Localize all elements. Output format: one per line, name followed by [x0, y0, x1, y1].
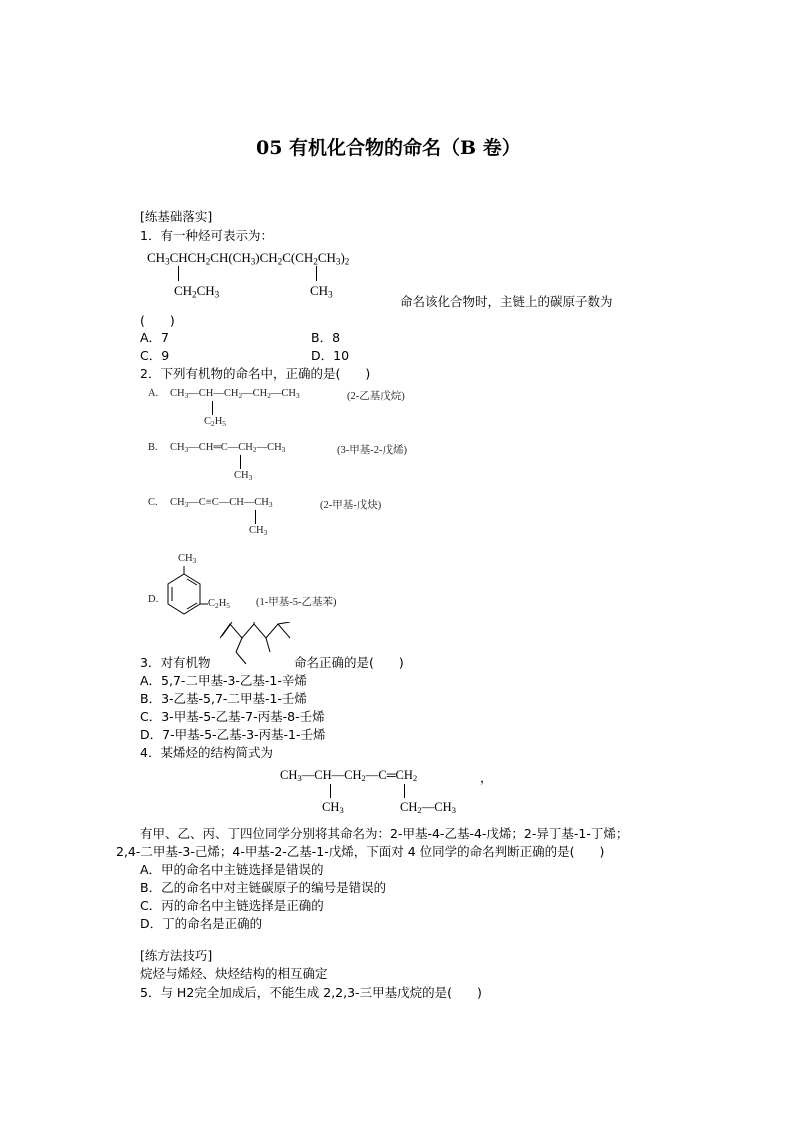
q4-option-b[interactable]: B．乙的命名中对主链碳原子的编号是错误的 — [140, 880, 387, 895]
q2c-formula: $CH_3—C\equiv C—CH—CH_3$ — [170, 497, 273, 509]
q4-comma: ， — [480, 771, 493, 785]
q1-branch-methyl: $CH_3$ — [310, 283, 333, 300]
q3-skeletal-structure — [218, 622, 294, 668]
q1-option-a[interactable]: A．7 — [140, 330, 170, 345]
q1-option-d[interactable]: D．10 — [311, 348, 350, 363]
q4-bond-left — [330, 784, 331, 798]
q2-stem: 2．下列有机物的命名中，正确的是( ) — [140, 366, 371, 381]
q2a-bond — [212, 401, 213, 415]
q2b-formula: $CH_3—CH═C—CH_2—CH_3$ — [170, 442, 286, 454]
q2a-formula: $CH_3—CH—CH_2—CH_2—CH_3$ — [170, 388, 300, 400]
q4-option-a[interactable]: A．甲的命名中主链选择是错误的 — [140, 862, 324, 877]
q1-branch-ethyl: $CH_2CH_3$ — [174, 283, 220, 300]
q1-option-b[interactable]: B．8 — [311, 330, 341, 345]
q3-stem-left: 3．对有机物 — [140, 655, 211, 670]
q2b-name: (3-甲基-2-戊烯) — [337, 445, 407, 456]
q2d-label: D. — [148, 594, 159, 605]
q1-structural-formula: $CH_3CHCH_2CH(CH_3)CH_2C(CH_2CH_3)_2$ — [147, 250, 350, 267]
q4-branch-methyl: $CH_3$ — [322, 800, 344, 816]
section-subheading: 烷烃与烯烃、炔烃结构的相互确定 — [140, 966, 328, 981]
q2a-name: (2-乙基戊烷) — [347, 391, 405, 402]
q2d-name: (1-甲基-5-乙基苯) — [256, 597, 337, 608]
q2c-label: C. — [148, 497, 158, 508]
q4-option-c[interactable]: C．丙的命名中主链选择是正确的 — [140, 898, 324, 913]
q4-bond-right — [404, 784, 405, 798]
q4-branch-ethyl: $CH_2—CH_3$ — [400, 800, 456, 816]
q2a-label: A. — [148, 388, 159, 399]
q2c-name: (2-甲基-戊炔) — [320, 500, 382, 511]
q3-stem-right: 命名正确的是( ) — [294, 655, 404, 670]
q1-bond-right — [316, 266, 317, 281]
q2c-branch: $CH_3$ — [249, 525, 268, 537]
q2b-branch: $CH_3$ — [234, 470, 253, 482]
q2d-substituent-top: $CH_3$ — [178, 553, 197, 565]
section-heading-methods: [练方法技巧] — [140, 948, 213, 963]
q2b-label: B. — [148, 442, 158, 453]
q1-stem: 1．有一种烃可表示为： — [140, 228, 273, 243]
q4-para1: 有甲、乙、丙、丁四位同学分别将其命名为：2-甲基-4-乙基-4-戊烯；2-异丁基-1-丁烯； — [140, 826, 629, 841]
q2a-branch: $C_2H_5$ — [204, 416, 226, 428]
q1-bond-left — [178, 266, 179, 281]
q2b-bond — [240, 455, 241, 469]
q2d-substituent-side: $C_2H_5$ — [208, 598, 230, 610]
q4-option-d[interactable]: D．丁的命名是正确的 — [140, 916, 263, 931]
q3-option-d[interactable]: D．7-甲基-5-乙基-3-丙基-1-壬烯 — [140, 727, 326, 742]
q2c-bond — [255, 510, 256, 524]
q3-option-b[interactable]: B．3-乙基-5,7-二甲基-1-壬烯 — [140, 691, 307, 706]
q4-para2: 2,4-二甲基-3-己烯；4-甲基-2-乙基-1-戊烯，下面对 4 位同学的命名判断正确的是( ) — [116, 844, 605, 859]
benzene-ring — [160, 566, 210, 622]
q4-formula: $CH_3—CH—CH_2—C═CH_2$ — [280, 768, 418, 784]
q1-option-c[interactable]: C．9 — [140, 348, 170, 363]
q5-stem: 5．与 H2完全加成后，不能生成 2,2,3-三甲基戊烷的是( ) — [140, 985, 482, 1000]
q1-paren: ( ) — [140, 313, 175, 328]
q4-stem: 4．某烯烃的结构简式为 — [140, 745, 273, 760]
q1-question: 命名该化合物时，主链上的碳原子数为 — [400, 294, 613, 309]
page-title: 05 有机化合物的命名（B 卷） — [256, 137, 521, 159]
q3-option-a[interactable]: A．5,7-二甲基-3-乙基-1-辛烯 — [140, 673, 307, 688]
section-heading-basics: [练基础落实] — [140, 209, 213, 224]
q3-option-c[interactable]: C．3-甲基-5-乙基-7-丙基-8-壬烯 — [140, 709, 325, 724]
